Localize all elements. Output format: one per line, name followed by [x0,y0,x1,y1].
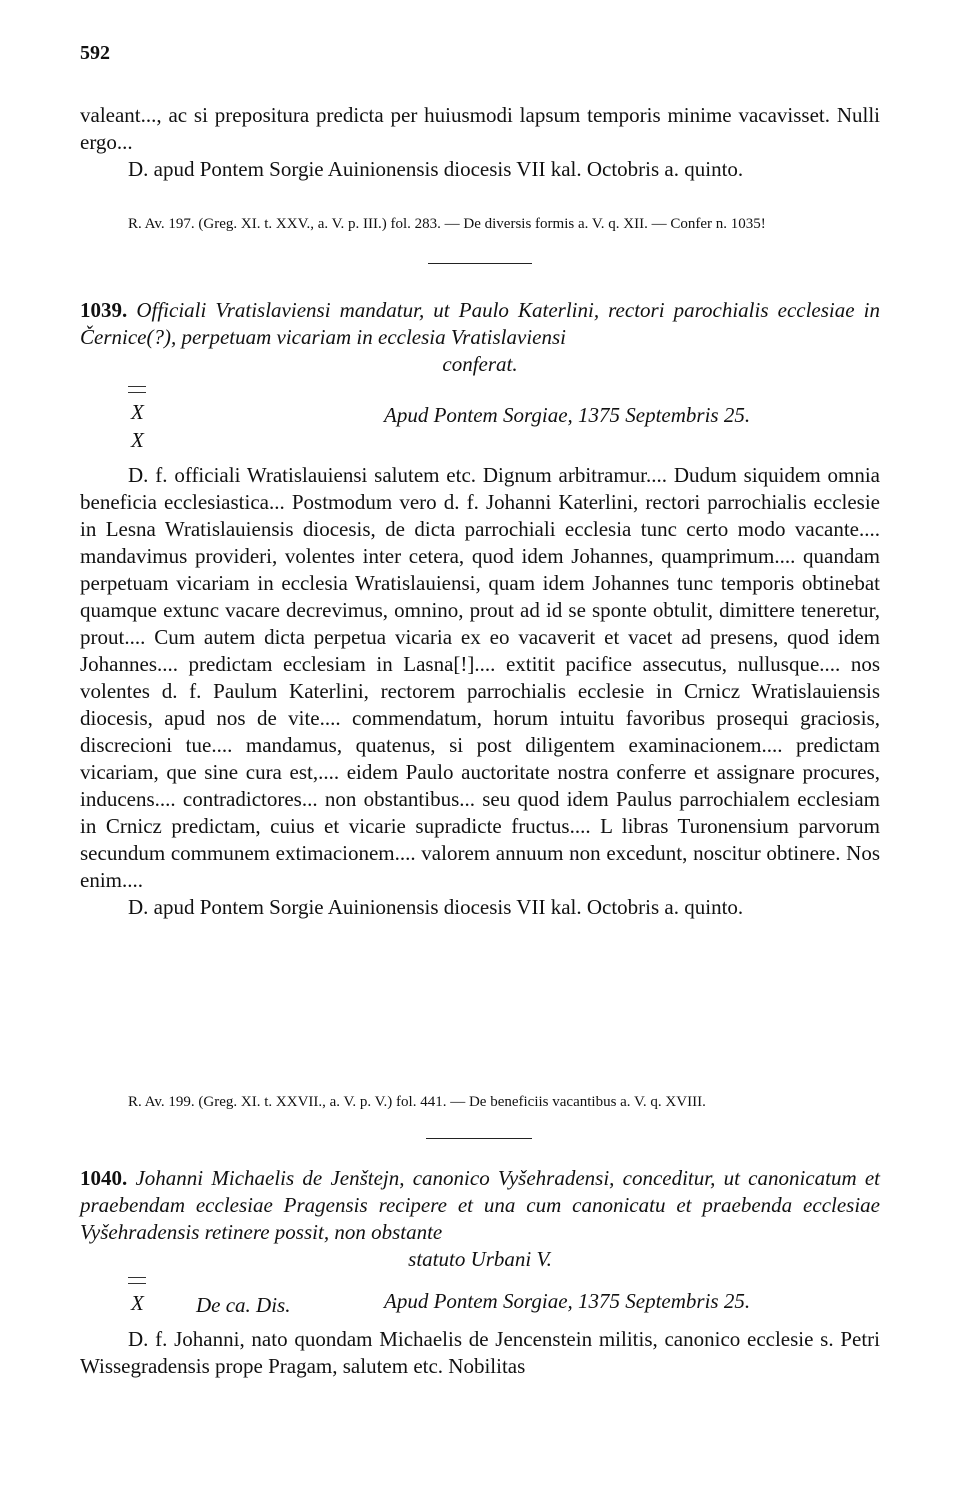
doc-1040-body-text: D. f. Johanni, nato quondam Michaelis de Jencenstein militis, canonico ecclesie s. Petri Wissegradensis prope Pragam, salutem etc. Nobilitas [80,1327,880,1378]
mark-bar [128,386,146,387]
doc-1039-body [80,462,880,921]
mark-bar [128,1283,146,1284]
intro-paragraph: valeant..., ac si prepositura predicta per huiusmodi lapsum temporis minime vacavisset. Nulli ergo... [80,103,880,154]
intro-text [80,102,880,183]
mark-bar [128,1277,146,1278]
intro-reference-text: R. Av. 197. (Greg. XI. t. XXV., a. V. p. III.) fol. 283. — De diversis formis a. V. q. XII. — Confer n. 1035! [128,216,766,232]
register-mark: X [131,1291,144,1315]
page-number: 592 [80,42,110,64]
doc-1039-reference [80,1093,880,1111]
register-mark: X [131,428,144,452]
doc-1039-heading-text: Officiali Vratislaviensi mandatur, ut Paulo Katerlini, rectori parochialis ecclesiae in Černice(?), perpetuam vicariam in ecclesia Vratislaviensi [80,298,880,349]
doc-1039-date: D. apud Pontem Sorgie Auinionensis diocesis VII kal. Octobris a. quinto. [128,895,744,919]
separator-rule [428,263,532,264]
doc-1039-body-text: D. f. officiali Wratislauiensi salutem etc. Dignum arbitramur.... Dudum siquidem omnia beneficia ecclesiastica... Postmodum vero d. f. Johanni Katerlini, rectori parrochialis ecclesie in Lesna Wratislauiensis diocesis, de dicta parrochiali ecclesia tunc certo modo vacante.... mandavimus provideri, volentes inter cetera, quod idem Johannes, quamprimum.... quandam perpetuam vicariam in ecclesia Wratislauiensi, quam idem Johannes tunc temporis obtinebat quamque extunc vacare decrevimus, omnino, prout ad id se sponte obtulit, dimittere teneretur, prout.... Cum autem dicta perpetua vicaria ex eo vacaverit et vacet ad presens, quod idem Johannes.... predictam ecclesiam in Lasna[!].... extitit pacifice assecutus, nullusque.... nos volentes d. f. Paulum Katerlini, rectorem parrochialis ecclesie in Crnicz Wratislauiensis diocesis, apud nos de vite.... commendatum, horum intuitu favoribus prosequi graciosis, discrecioni tue.... mandamus, quatenus, si post diligentem examinacionem.... predictam vicariam, que sine cura est,.... eidem Paulo auctoritate nostra conferre et assignare procures, inducens.... contradictores... non obstantibus... seu quod idem Paulus parrochialem ecclesiam in Crnicz predictam, cuius et vicarie supradicte fructus.... L libras Turonensium parvorum secundum communem extimacionem.... valorem annuum non excedunt, noscitur obtinere. Nos enim.... [80,463,880,892]
doc-1040-heading-text: Johanni Michaelis de Jenštejn, canonico Vyšehradensi, conceditur, ut canonicatum et praebendam ecclesiae Pragensis recipere et una cum canonicatu et praebenda ecclesiae Vyšehradensis retinere possit, non obstante [80,1166,880,1244]
register-mark: X [131,400,144,424]
doc-1040-heading-end: statuto Urbani V. [408,1247,552,1271]
separator-rule [426,1138,532,1139]
doc-1039-number: 1039. [80,298,128,322]
doc-1039-dated: Apud Pontem Sorgiae, 1375 Septembris 25. [384,403,751,427]
doc-1039-heading [80,297,880,378]
intro-date: D. apud Pontem Sorgie Auinionensis diocesis VII kal. Octobris a. quinto. [128,157,744,181]
doc-1039-reference-text: R. Av. 199. (Greg. XI. t. XXVII., a. V. p. V.) fol. 441. — De beneficiis vacantibus a. V. q. XVIII. [128,1094,706,1110]
intro-reference [80,215,880,233]
doc-1040-note: De ca. Dis. [196,1293,291,1317]
doc-1040-heading [80,1165,880,1273]
doc-1040-number: 1040. [80,1166,128,1190]
doc-1040-body [80,1326,880,1380]
doc-1039-heading-end: conferat. [442,352,518,376]
doc-1040-dated: Apud Pontem Sorgiae, 1375 Septembris 25. [384,1289,751,1313]
mark-bar [128,392,146,393]
